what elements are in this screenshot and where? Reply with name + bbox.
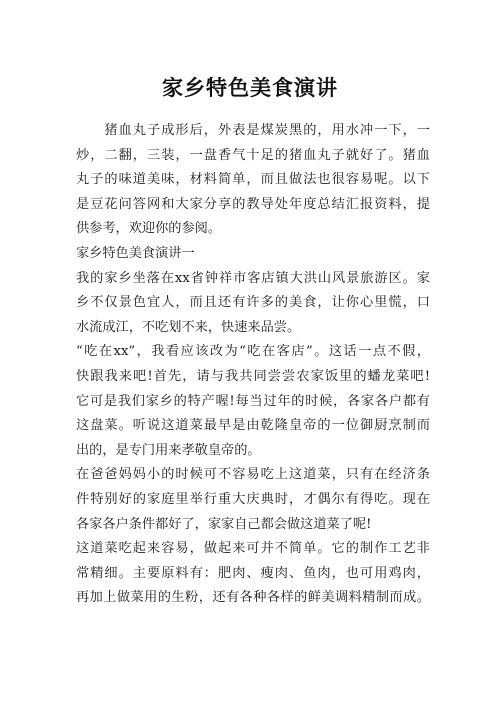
text-line: 猪血丸子成形后，外表是煤炭黑的，用水冲一下，一 bbox=[76, 123, 430, 138]
document-body bbox=[76, 119, 430, 611]
text-line: 各家各户条件都好了，家家自己都会做这道菜了呢! bbox=[76, 516, 372, 532]
text-line: 炒，二翻，三装，一盘香气十足的猪血丸子就好了。猪血 bbox=[76, 147, 430, 163]
text-line: 供参考，欢迎你的参阅。 bbox=[76, 221, 222, 237]
text-line: 再加上做菜用的生粉，还有各种各样的鲜美调料精制而成。 bbox=[76, 590, 430, 606]
text-line: 快跟我来吧!首先，请与我共同尝尝农家饭里的蟠龙菜吧! bbox=[76, 368, 430, 384]
text-line: 乡不仅景色宜人，而且还有许多的美食，让你心里慌，口 bbox=[76, 295, 430, 311]
text-line: 常精细。主要原料有：肥肉、瘦肉、鱼肉，也可用鸡肉， bbox=[76, 565, 430, 581]
text-line: 我的家乡坐落在xx省钟祥市客店镇大洪山风景旅游区。家 bbox=[76, 270, 430, 286]
text-line: 出的，是专门用来孝敬皇帝的。 bbox=[76, 442, 261, 458]
text-line: 在爸爸妈妈小的时候可不容易吃上这道菜，只有在经济条 bbox=[76, 467, 430, 483]
text-line: 这盘菜。听说这道菜最早是由乾隆皇帝的一位御厨烹制而 bbox=[76, 418, 430, 434]
text-line: 水流成江，不吃划不来，快速来品尝。 bbox=[76, 319, 301, 335]
text-line: 件特别好的家庭里举行重大庆典时，才偶尔有得吃。现在 bbox=[76, 491, 430, 507]
text-line: 丸子的味道美味，材料简单，而且做法也很容易呢。以下 bbox=[76, 172, 430, 188]
document-title: 家乡特色美食演讲 bbox=[162, 76, 338, 100]
text-line: 它可是我们家乡的特产喔!每当过年的时候，各家各户都有 bbox=[76, 393, 430, 409]
text-line: 这道菜吃起来容易，做起来可并不简单。它的制作工艺非 bbox=[76, 541, 430, 557]
text-line: “吃在xx”，我看应该改为“吃在客店”。这话一点不假， bbox=[76, 344, 430, 360]
text-line: 是豆花问答网和大家分享的教导处年度总结汇报资料，提 bbox=[76, 196, 430, 212]
text-line: 家乡特色美食演讲一 bbox=[76, 245, 195, 261]
